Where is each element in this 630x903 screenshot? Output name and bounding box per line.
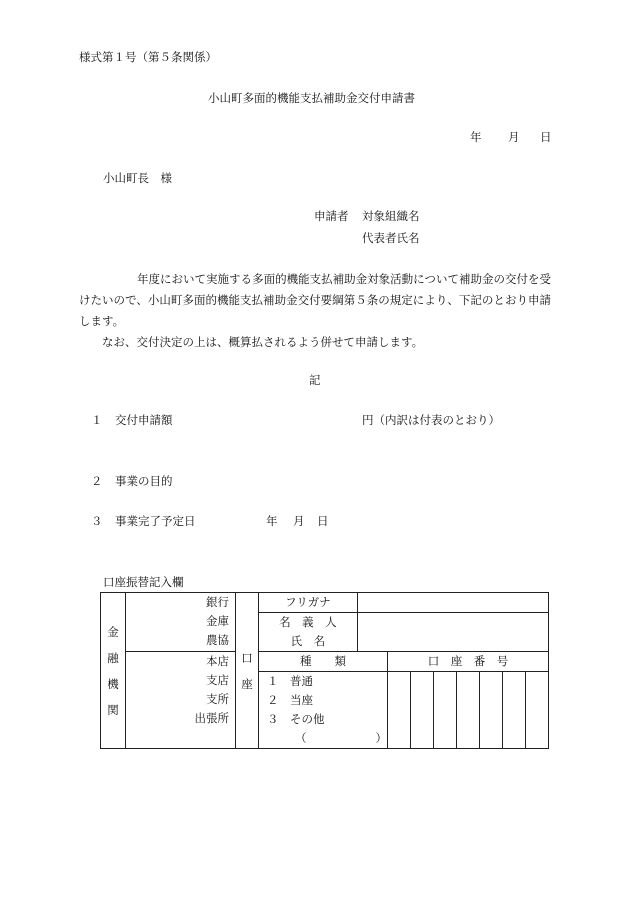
shurui-label: 種 類: [259, 652, 387, 672]
account-number-boxes: [388, 672, 548, 748]
page-title: 小山町多面的機能支払補助金交付申請書: [208, 91, 415, 105]
kouza-bangou-label: 口 座 番 号: [388, 652, 548, 672]
meigi-label: 名 義 人 氏 名: [259, 613, 358, 652]
digit-box[interactable]: [503, 672, 526, 748]
kinyu-kikan-label: 金 融 機 関: [101, 593, 126, 749]
date-day: 日: [540, 130, 552, 144]
digit-box[interactable]: [434, 672, 457, 748]
completion-year: 年: [266, 514, 278, 528]
body-paragraph-2: なお、交付決定の上は、概算払されるよう併せて申請します。: [102, 335, 424, 349]
type-option-1[interactable]: １ 普通: [267, 674, 313, 688]
item-amount-note: 円（内訳は付表のとおり）: [362, 413, 500, 427]
account-table: [100, 592, 549, 749]
form-label: 様式第１号（第５条関係）: [79, 50, 217, 64]
kouza-label: 口 座: [236, 593, 259, 749]
furigana-field[interactable]: [357, 593, 548, 613]
applicant-label: 申請者: [314, 209, 349, 223]
completion-month: 月: [293, 514, 305, 528]
account-holder-field[interactable]: [357, 613, 548, 652]
addressee: 小山町長 様: [103, 171, 172, 185]
institution-type-cell: 銀行 金庫 農協: [126, 593, 236, 652]
completion-day: 日: [317, 514, 329, 528]
account-number-cell: [388, 652, 549, 749]
digit-box[interactable]: [457, 672, 480, 748]
item-label: 事業の目的: [115, 474, 173, 488]
item-label: 事業完了予定日: [115, 514, 196, 528]
type-option-2[interactable]: ２ 当座: [267, 693, 313, 707]
item-number: １: [91, 413, 103, 427]
item-number: ２: [91, 474, 103, 488]
digit-box[interactable]: [411, 672, 434, 748]
other-type-paren: （ ）: [295, 731, 387, 745]
digit-box[interactable]: [480, 672, 503, 748]
item-number: ３: [91, 514, 103, 528]
branch-type-cell: 本店 支店 支所 出張所: [126, 652, 236, 749]
representative-label: 代表者氏名: [362, 231, 420, 245]
date-year: 年: [470, 130, 482, 144]
item-label: 交付申請額: [115, 413, 173, 427]
org-name-label: 対象組織名: [362, 209, 420, 223]
ki-heading: 記: [309, 373, 321, 387]
body-text: [79, 269, 551, 353]
digit-box[interactable]: [526, 672, 548, 748]
type-option-3[interactable]: ３ その他: [267, 712, 325, 726]
digit-box[interactable]: [388, 672, 411, 748]
furigana-label: フリガナ: [259, 593, 358, 613]
account-type-cell: [259, 652, 388, 749]
body-paragraph-1: 年度において実施する多面的機能支払補助金対象活動について補助金の交付を受けたいので、小山町多面的機能支払補助金交付要綱第５条の規定により、下記のとおり申請します。: [79, 272, 551, 328]
date-month: 月: [508, 130, 520, 144]
account-section-title: 口座振替記入欄: [103, 575, 184, 589]
